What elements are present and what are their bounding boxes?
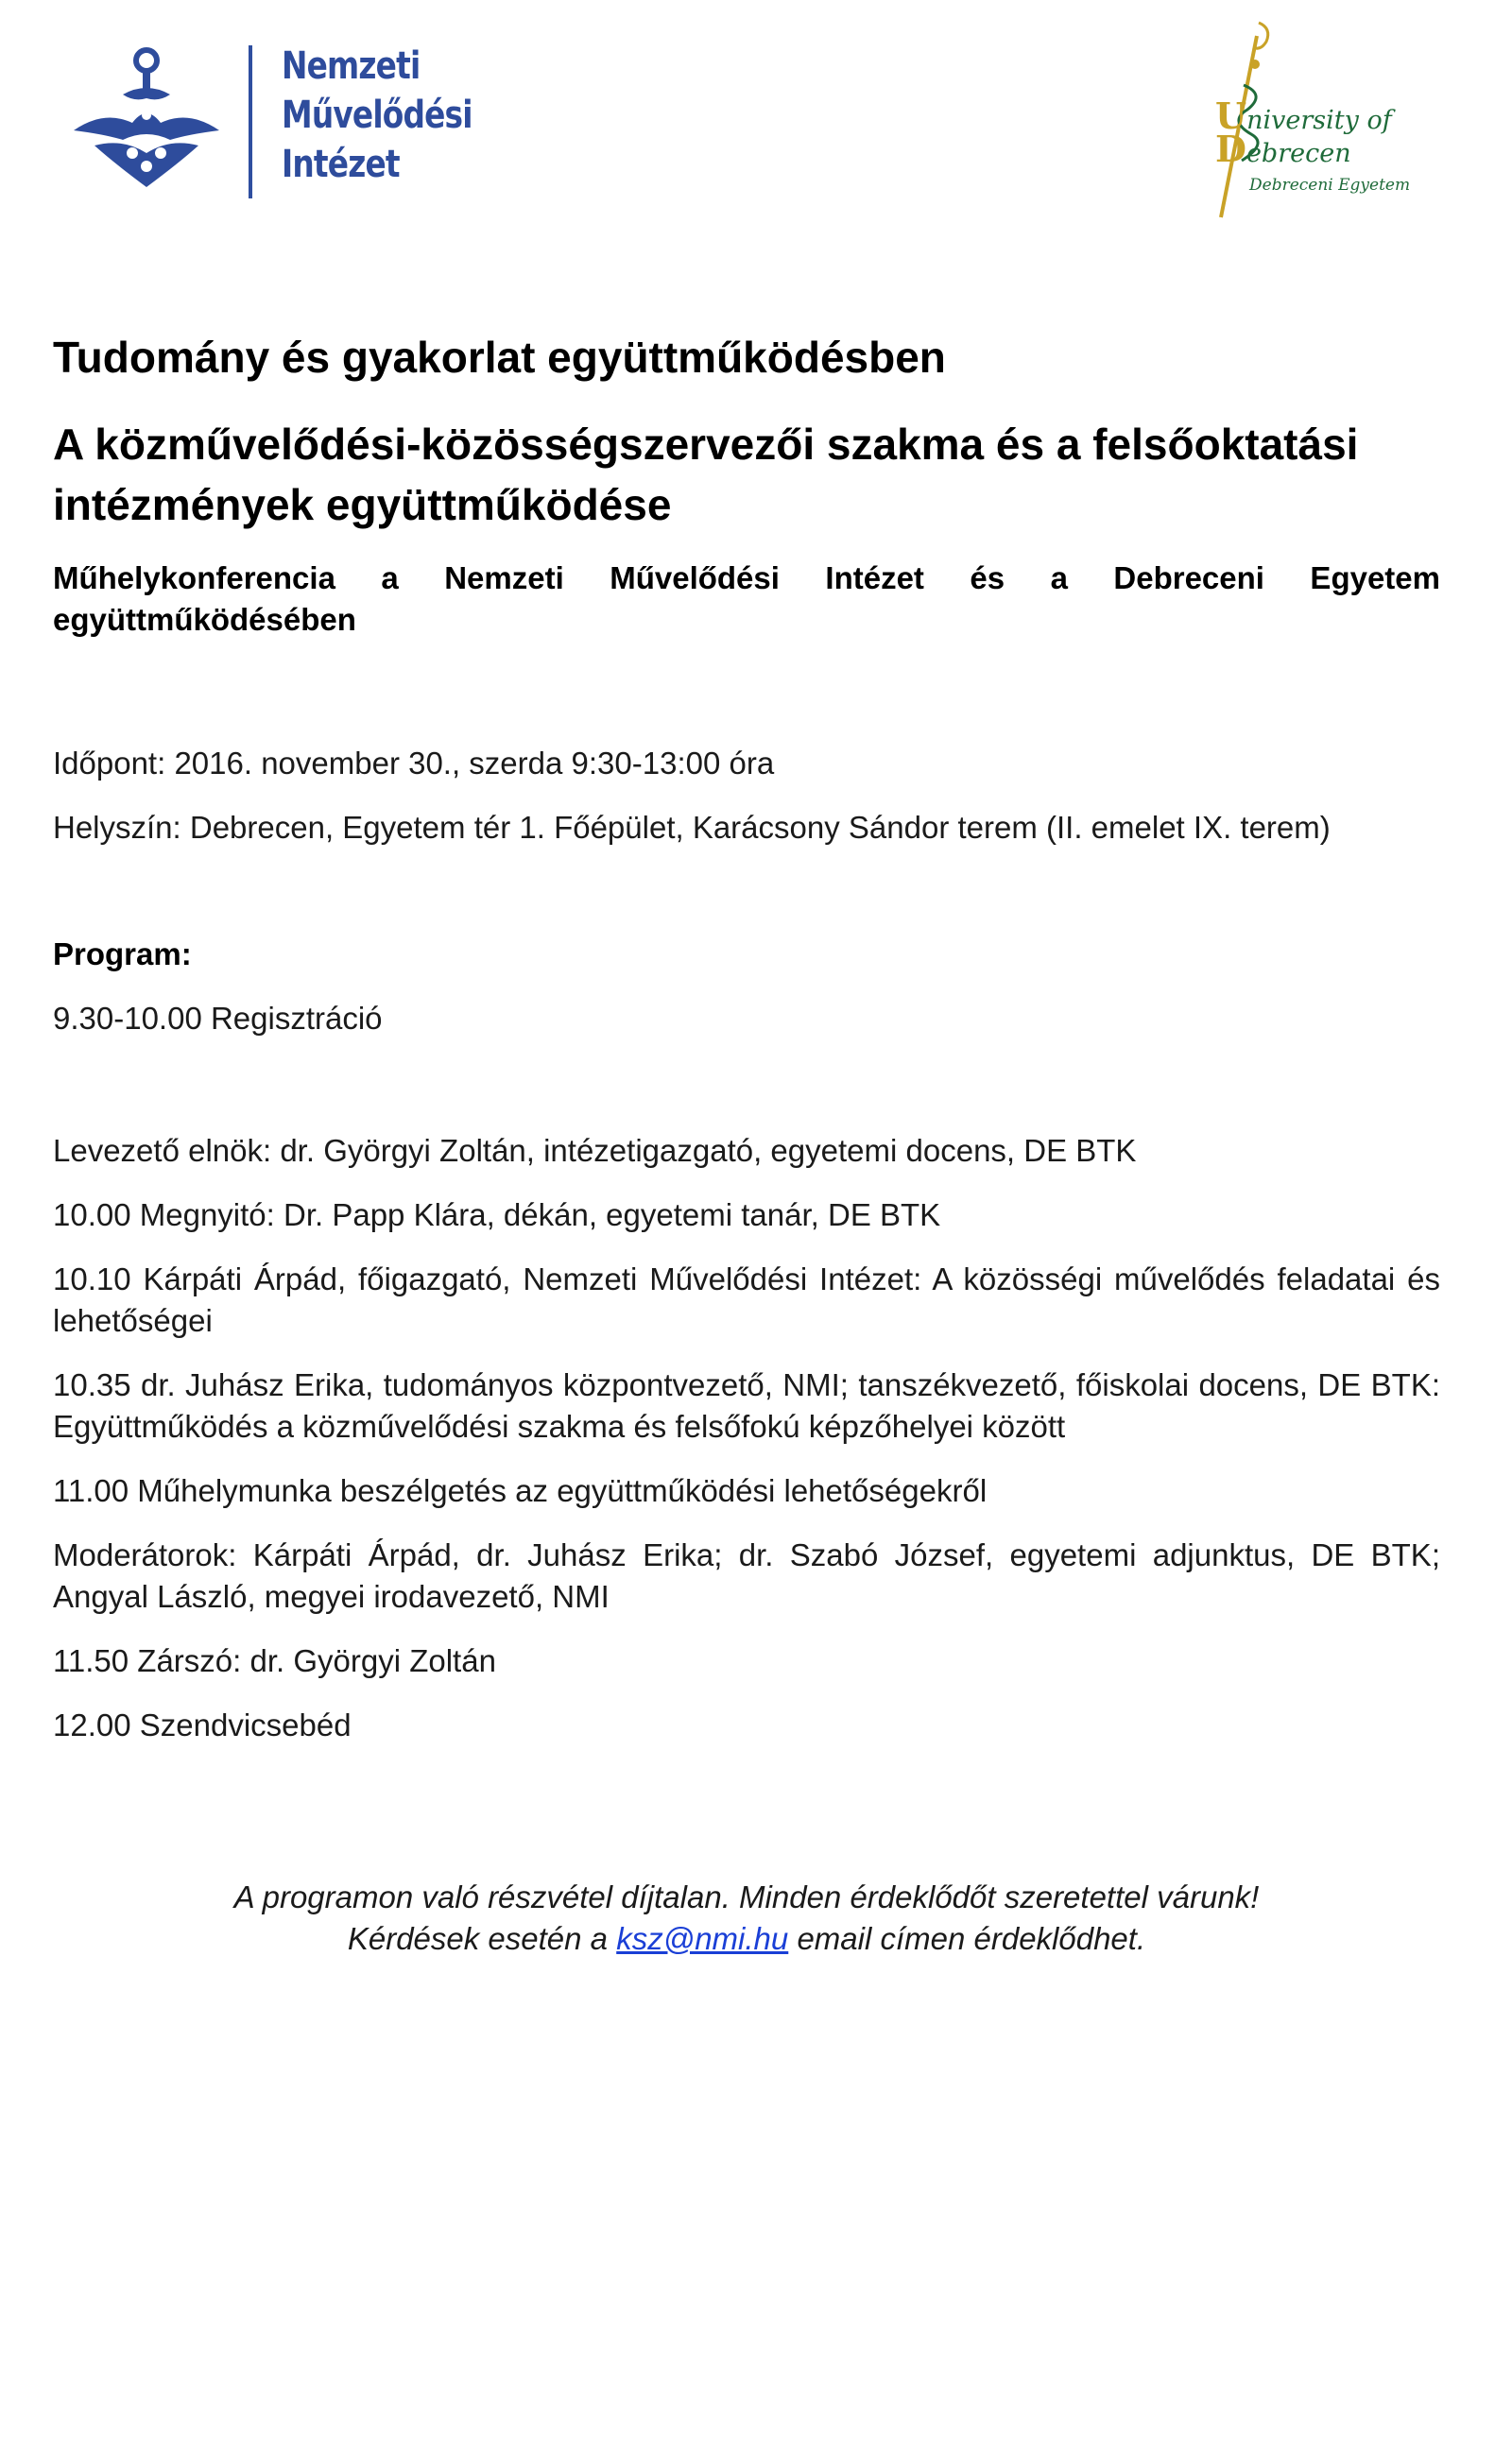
- nmi-logo-text: [282, 42, 472, 189]
- nmi-logo-divider: [249, 45, 252, 198]
- ud-logo-line-1-rest: niversity of: [1246, 106, 1392, 135]
- ud-logo-initial-d: D: [1215, 128, 1246, 170]
- nmi-emblem-icon: [66, 47, 227, 189]
- ud-logo-initial-u: U: [1215, 94, 1247, 137]
- footer-line-2-before: Kérdések esetén a: [347, 1921, 609, 1956]
- document-body: [53, 331, 1440, 1960]
- ud-logo-line-2: [1215, 128, 1410, 170]
- program-item: Levezető elnök: dr. Györgyi Zoltán, intézetigazgató, egyetemi docens, DE BTK: [53, 1133, 1137, 1168]
- nmi-logo-line-1: Nemzeti: [282, 44, 421, 88]
- ud-logo-line-3: Debreceni Egyetem: [1249, 176, 1411, 195]
- program-item: 12.00 Szendvicsebéd: [53, 1708, 352, 1742]
- footer-line-2: [53, 1918, 1440, 1960]
- nmi-logo-line-3: Intézet: [282, 143, 400, 186]
- footer-line-2-after: email címen érdeklődhet.: [797, 1921, 1146, 1956]
- ud-logo-line-2-rest: ebrecen: [1246, 139, 1351, 168]
- contact-email-link[interactable]: ksz@nmi.hu: [616, 1921, 789, 1956]
- program-item: Moderátorok: Kárpáti Árpád, dr. Juhász Erika; dr. Szabó József, egyetemi adjunktus, DE BTK; Angyal László, megyei irodavezető, NMI: [53, 1537, 1440, 1614]
- program-item: 11.00 Műhelymunka beszélgetés az együttműködési lehetőségekről: [53, 1473, 988, 1508]
- event-location: Helyszín: Debrecen, Egyetem tér 1. Főépület, Karácsony Sándor terem (II. emelet IX. terem): [53, 810, 1331, 845]
- program-item: 10.10 Kárpáti Árpád, főigazgató, Nemzeti Művelődési Intézet: A közösségi művelődés feladatai és lehetőségei: [53, 1261, 1440, 1338]
- document-footer: [53, 1877, 1440, 1960]
- page-header: [0, 0, 1512, 227]
- program-label: Program:: [53, 936, 192, 971]
- nmi-logo: [66, 38, 472, 208]
- document-heading: A közművelődési-közösségszervezői szakma és a felsőoktatási intézmények együttműködése: [53, 420, 1359, 529]
- program-item: 10.00 Megnyitó: Dr. Papp Klára, dékán, egyetemi tanár, DE BTK: [53, 1197, 941, 1232]
- ud-logo-text: [1215, 94, 1411, 202]
- document-title: Tudomány és gyakorlat együttműködésben: [53, 333, 946, 382]
- program-item: 11.50 Zárszó: dr. Györgyi Zoltán: [53, 1643, 496, 1678]
- program-item: 10.35 dr. Juhász Erika, tudományos központvezető, NMI; tanszékvezető, főiskolai docens, DE BTK: Együttműködés a közművelődési szakma és felsőfokú képzőhelyei között: [53, 1367, 1440, 1444]
- event-date: Időpont: 2016. november 30., szerda 9:30-13:00 óra: [53, 746, 775, 781]
- nmi-logo-line-2: Művelődési: [282, 94, 472, 137]
- document-subtitle: Műhelykonferencia a Nemzeti Művelődési Intézet és a Debreceni Egyetem együttműködésében: [53, 560, 1440, 637]
- footer-line-1: A programon való részvétel díjtalan. Minden érdeklődőt szeretettel várunk!: [233, 1879, 1260, 1914]
- university-of-debrecen-logo: [1200, 19, 1411, 222]
- program-registration: 9.30-10.00 Regisztráció: [53, 1001, 383, 1036]
